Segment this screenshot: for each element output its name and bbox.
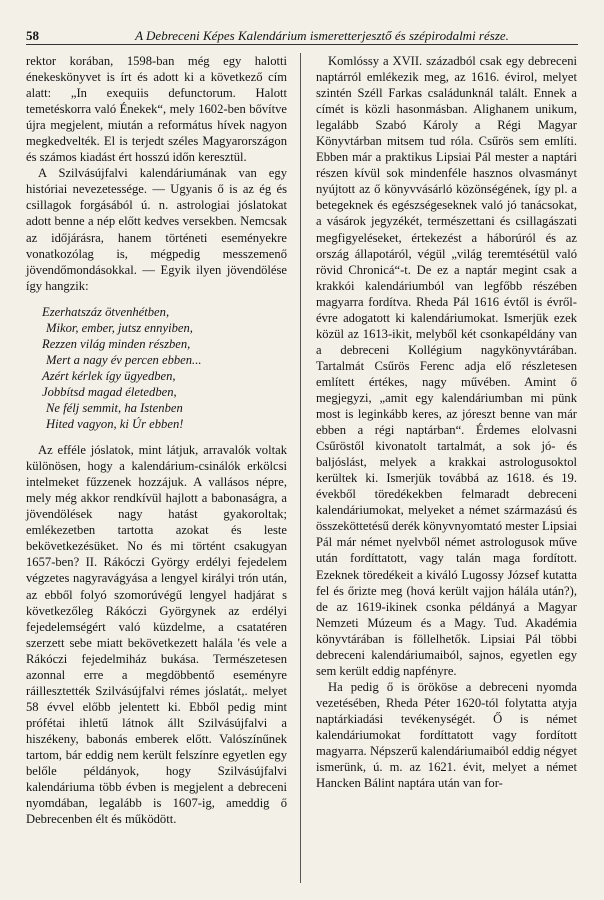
poem-line: Mikor, ember, jutsz ennyiben, bbox=[46, 320, 193, 335]
poem-line: Ne félj semmit, ha Istenben bbox=[46, 400, 183, 415]
right-paragraph-1: Komlóssy a XVII. századból csak egy debreceni naptárról emlékezik meg, az 1616. évirol, melyet szintén Széll Farkas családunknál talált. Ennek a címét is közli hasonmásban. Alighanem unikum, legalább Szabó Károly a Régi Magyar Könyvtárban mitsem tud róla. Csűrös sem említi. Ebben már a praktikus Lipsiai Pál mester a naptári részen kívül sok mindenféle hasznos olvasmányt nyújtott az ő könyvvásárló közönségének, így pl. a betegeknek és egészségeseknek való jó tanácsokat, a vásárok jegyzékét, természettani és csillagászati megfigyeléseket, értekezést a háborúról és az ország állapotáról, végül „világ teremtésétül való rövid Chronicá“-t. De ez a naptár megint csak a krakkói kalendáriumból van legfőbb részében magyarra fordítva. Rheda Pál 1616 évtől is évről-évre adogatott ki kalendáriumokat. Ismerjük ezek közül az 1613-ikit, melyből két csonkapéldány van a debreceni Kollégium nagykönyvtárában. Tartalmát Csűrös Ferenc adja elő részletesen említett értékes, nagy művében. Amint ő megjegyzi, „amit egy kalendáriumban mi pünk most is leginkább keres, az jóreszt benne van már ebben a régi naptárban“. Érdemes elolvasni Csűröstől kivonatolt tartalmát, a sok jó- és baljóslást, melyek a krakkai astrologusoktol kerültek ki. Ismerjük továbbá az 1618. és 19. évekből töredékekben felmaradt debreceni kalendáriumokat, melyeket a német származású és összeköttetésű derék könyvnyomtató mester Lipsiai Pál már német nyelvből német astrologusok műve után fordíttatott, vagy talán maga fordított. Ezeknek töredékeit a kiváló Lugossy József kutatta fel és őrizte meg (hová került vajjon hálála után?), de az 1619-ikinek csonka példányá a Magyar Nemzeti Múzeum és a Magy. Tud. Akadémia könyvtárában is föllelhetők. Lipsiai Pál többi debreceni kalendáriumaiból, sajnos, egyetlen egy sem került eddig napfényre. bbox=[316, 54, 577, 678]
left-paragraph-3: Az efféle jóslatok, mint látjuk, arravalók voltak különösen, hogy a kalendárium-csinálók erkölcsi intelmeket fűzzenek hozzájuk. A vallásos népre, mely még akkor rendkívül hajlott a babonaságra, a jövendölések nagy hatást gyakoroltak; emlékezetben tartotta azokat és leste bekövetkezésüket. No és mi történt csakugyan 1657-ben? II. Rákóczi György erdélyi fejedelem végzetes nagyravágyása a lengyel királyi trón után, az ebből folyó szomorúvégű lengyel hadjárat s következőleg Rákóczi Györgynek az erdélyi fejedelemségért való küzdelme, a csatatéren szerzett sebe miatt bekövetkezett halála 'és vele a Rákóczi fejedelmiház bukása. Természetesen azonnal erre a megdöbbentő eseményre ráillesztették Szilvásújfalvi rémes jóslatát,. melyet 58 évvel előbb jelentett ki. Ebből pedig mint prófétai ihletű látnok állt Szilvásújfalvi a hiszékeny, babonás emberek előtt. Valószínűnek tartom, bár eddig nem került felszínre egyetlen egy belőle példányok, hogy Szilvásújfalvi kalendáriuma több évben is megjelent a debreceni nyomdában, legalább is 1607-ig, ameddig ő Debrecenben élt és működött. bbox=[26, 443, 287, 827]
running-title: A Debreceni Képes Kalendárium ismeretterjesztő és szépirodalmi része. bbox=[135, 28, 509, 43]
poem-line: Hited vagyon, ki Úr ebben! bbox=[46, 417, 184, 432]
page-number: 58 bbox=[26, 28, 39, 43]
poem-line: Ezerhatszáz ötvenhétben, bbox=[42, 304, 170, 319]
poem-line: Mert a nagy év percen ebben... bbox=[46, 352, 202, 367]
prophecy-poem bbox=[42, 304, 287, 432]
left-column bbox=[26, 53, 287, 827]
poem-line: Azért kérlek így ügyedben, bbox=[42, 368, 176, 383]
column-divider bbox=[300, 53, 301, 883]
right-column bbox=[316, 53, 577, 791]
left-paragraph-1: rektor korában, 1598-ban még egy halotti énekeskönyvet is írt és adott ki a következő cím alatt: „In exequiis defunctorum. Halott temetéskorra való Énekek“, mely 1602-ben bővítve újra megjelent, miután a református hívek nagyon megkedvelték. El is terjedt széles Magyarországon és számos kiadást ért hosszú időn keresztül. bbox=[26, 54, 287, 165]
right-paragraph-2: Ha pedig ő is örököse a debreceni nyomda vezetésében, Rheda Péter 1620-tól folytatta atyja naptárkiadási tevékenységét. Ő is német kalendáriumokat fordíttatott vagy fordított magyarra. Népszerű kalendáriumaiból eddig négyet ismerünk, ú. m. az 1621. évit, melyet a német Hancken Bálint naptára után van for- bbox=[316, 679, 577, 791]
left-paragraph-2: A Szilvásújfalvi kalendáriumának van egy históriai nevezetessége. — Ugyanis ő is az ég és csillagok forgásából ú. n. astrologiai jóslatokat adott benne a nép előtt kedves versekben. Nemcsak az időjárásra, hanem történeti eseményekre vonatkozólag is, mégpedig messzemenő jövendőmondásokkal. — Egyik ilyen jövendölése így hangzik: bbox=[26, 166, 287, 293]
running-header bbox=[26, 22, 578, 45]
poem-line: Rezzen világ minden részben, bbox=[42, 336, 191, 351]
poem-line: Jobbítsd magad életedben, bbox=[42, 384, 177, 399]
